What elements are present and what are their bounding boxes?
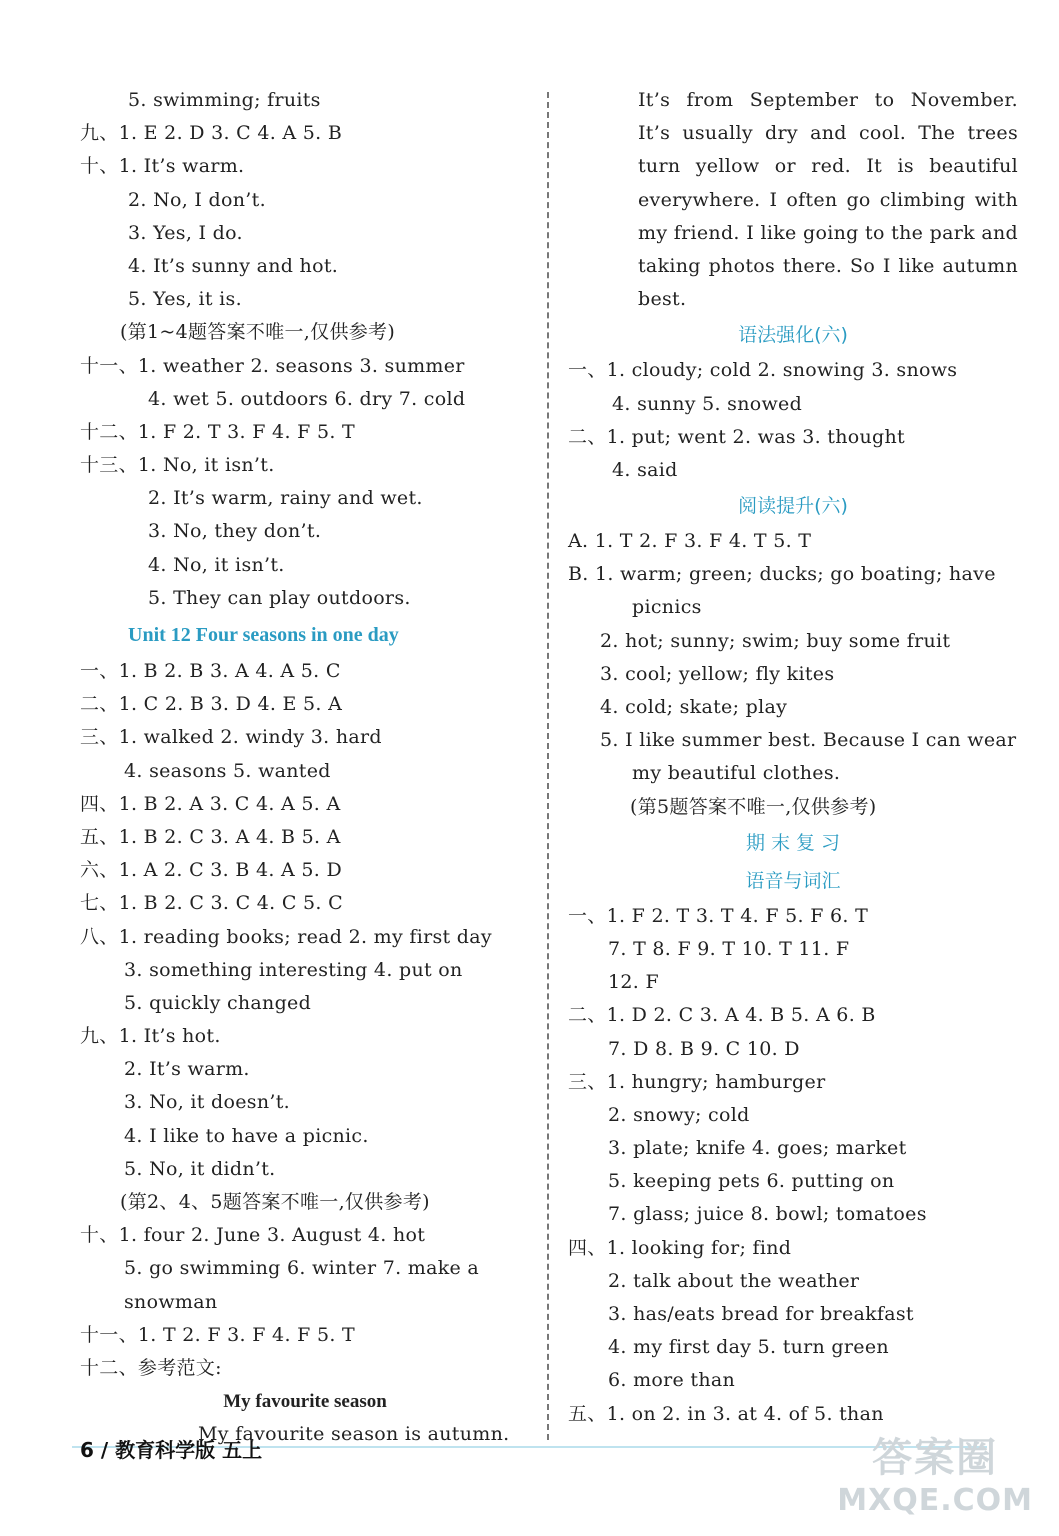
watermark-text-top: 答案圈 — [872, 1435, 999, 1481]
answer-line: 二、1. D 2. C 3. A 4. B 5. A 6. B — [568, 1004, 876, 1027]
answer-line: A. 1. T 2. F 3. F 4. T 5. T — [568, 530, 812, 553]
section-heading: 语法强化(六) — [738, 324, 848, 347]
answer-line: 九、1. E 2. D 3. C 4. A 5. B — [80, 122, 343, 145]
answer-line: 5. swimming; fruits — [128, 89, 321, 111]
answer-line: 十三、1. No, it isn’t. — [80, 454, 275, 477]
answer-line: 3. Yes, I do. — [128, 221, 243, 244]
answer-line: 九、1. It’s hot. — [80, 1025, 221, 1048]
answer-line: 五、1. on 2. in 3. at 4. of 5. than — [568, 1402, 884, 1425]
answer-line: 3. cool; yellow; fly kites — [600, 662, 835, 685]
essay-line: turn yellow or red. It is beautiful — [638, 155, 1018, 178]
essay-line: It’s usually dry and cool. The trees — [638, 122, 1018, 145]
section-heading: 语音与词汇 — [745, 869, 841, 892]
answer-line: 3. No, it doesn’t. — [124, 1091, 291, 1114]
answer-line: snowman — [124, 1290, 218, 1313]
answer-line: 5. They can play outdoors. — [148, 586, 411, 609]
section-heading: 期 末 复 习 — [745, 831, 841, 854]
answer-line: 4. said — [612, 458, 678, 481]
answer-line: 2. talk about the weather — [608, 1269, 860, 1292]
answer-line: 4. sunny 5. snowed — [612, 392, 803, 415]
answer-line: 十、1. four 2. June 3. August 4. hot — [80, 1224, 426, 1247]
answer-line: 五、1. B 2. C 3. A 4. B 5. A — [80, 825, 341, 848]
answer-line: 六、1. A 2. C 3. B 4. A 5. D — [80, 859, 342, 882]
answer-line: 6. more than — [608, 1369, 736, 1392]
answer-line: 2. It’s warm. — [124, 1058, 250, 1081]
answer-line: best. — [638, 288, 687, 311]
answer-line: 3. No, they don’t. — [148, 520, 322, 543]
answer-line: 十一、1. T 2. F 3. F 4. F 5. T — [80, 1323, 355, 1346]
answer-line: 3. something interesting 4. put on — [124, 958, 463, 981]
answer-line: 7. D 8. B 9. C 10. D — [608, 1037, 800, 1060]
answer-line: 三、1. walked 2. windy 3. hard — [80, 726, 382, 749]
answer-line: 4. cold; skate; play — [600, 696, 788, 718]
answer-line: My favourite season is autumn. — [198, 1423, 510, 1446]
answer-line: 一、1. cloudy; cold 2. snowing 3. snows — [568, 359, 958, 382]
answer-line: 5. Yes, it is. — [128, 288, 242, 311]
essay-line: taking photos there. So I like autumn — [638, 254, 1018, 277]
answer-line: 4. seasons 5. wanted — [124, 759, 331, 782]
page-footer: 6 / 教育科学版 五上 — [80, 1438, 263, 1462]
answer-line: 12. F — [608, 971, 659, 994]
answer-line: (第5题答案不唯一,仅供参考) — [630, 795, 877, 818]
left-column — [80, 84, 530, 1451]
answer-line: 三、1. hungry; hamburger — [568, 1070, 826, 1093]
essay-line: It’s from September to November. — [638, 89, 1018, 111]
section-heading: 阅读提升(六) — [738, 495, 848, 518]
answer-line: 四、1. looking for; find — [568, 1236, 792, 1259]
essay-title: My favourite season — [223, 1391, 387, 1413]
watermark-text-bottom: MXQE.COM — [837, 1483, 1033, 1518]
answer-line: 5. quickly changed — [124, 991, 312, 1014]
answer-line: my beautiful clothes. — [632, 762, 841, 785]
answer-line: 七、1. B 2. C 3. C 4. C 5. C — [80, 892, 343, 915]
answer-line: 5. No, it didn’t. — [124, 1157, 276, 1180]
answer-line: 7. T 8. F 9. T 10. T 11. F — [608, 937, 850, 960]
answer-line: 2. It’s warm, rainy and wet. — [148, 487, 423, 510]
answer-line: 5. I like summer best. Because I can wear — [600, 729, 1017, 752]
answer-line: 八、1. reading books; read 2. my first day — [80, 925, 492, 948]
answer-line: B. 1. warm; green; ducks; go boating; have — [568, 563, 996, 586]
answer-line: picnics — [632, 596, 702, 619]
answer-line: (第2、4、5题答案不唯一,仅供参考) — [120, 1191, 430, 1213]
answer-line: 2. snowy; cold — [608, 1103, 750, 1126]
answer-line: 一、1. B 2. B 3. A 4. A 5. C — [80, 660, 341, 682]
answer-line: 4. my first day 5. turn green — [608, 1336, 889, 1359]
right-column — [568, 84, 1018, 1431]
unit-heading: Unit 12 Four seasons in one day — [128, 624, 399, 646]
answer-line: 2. No, I don’t. — [128, 188, 266, 211]
answer-line: 4. I like to have a picnic. — [124, 1124, 369, 1147]
column-divider — [547, 92, 549, 1440]
answer-line: 十二、1. F 2. T 3. F 4. F 5. T — [80, 420, 355, 443]
essay-line: everywhere. I often go climbing with — [638, 188, 1018, 211]
answer-line: 4. wet 5. outdoors 6. dry 7. cold — [148, 387, 466, 410]
answer-line: 四、1. B 2. A 3. C 4. A 5. A — [80, 792, 341, 815]
watermark-logo — [837, 1426, 1033, 1518]
essay-line: my friend. I like going to the park and — [638, 221, 1018, 244]
answer-line: 2. hot; sunny; swim; buy some fruit — [600, 629, 951, 652]
answer-line: 4. No, it isn’t. — [148, 553, 285, 576]
answer-line: 5. go swimming 6. winter 7. make a — [124, 1257, 480, 1280]
answer-line: (第1~4题答案不唯一,仅供参考) — [120, 321, 396, 344]
answer-line: 十、1. It’s warm. — [80, 155, 245, 178]
answer-line: 十一、1. weather 2. seasons 3. summer — [80, 354, 465, 377]
answer-line: 4. It’s sunny and hot. — [128, 254, 339, 277]
answer-line: 二、1. C 2. B 3. D 4. E 5. A — [80, 693, 343, 716]
answer-line: 7. glass; juice 8. bowl; tomatoes — [608, 1203, 927, 1226]
answer-line: 一、1. F 2. T 3. T 4. F 5. F 6. T — [568, 904, 869, 927]
answer-line: 3. plate; knife 4. goes; market — [608, 1137, 907, 1160]
answer-line: 二、1. put; went 2. was 3. thought — [568, 425, 905, 448]
answer-line: 5. keeping pets 6. putting on — [608, 1170, 895, 1193]
answer-line: 十二、参考范文: — [80, 1356, 222, 1379]
answer-line: 3. has/eats bread for breakfast — [608, 1303, 914, 1325]
